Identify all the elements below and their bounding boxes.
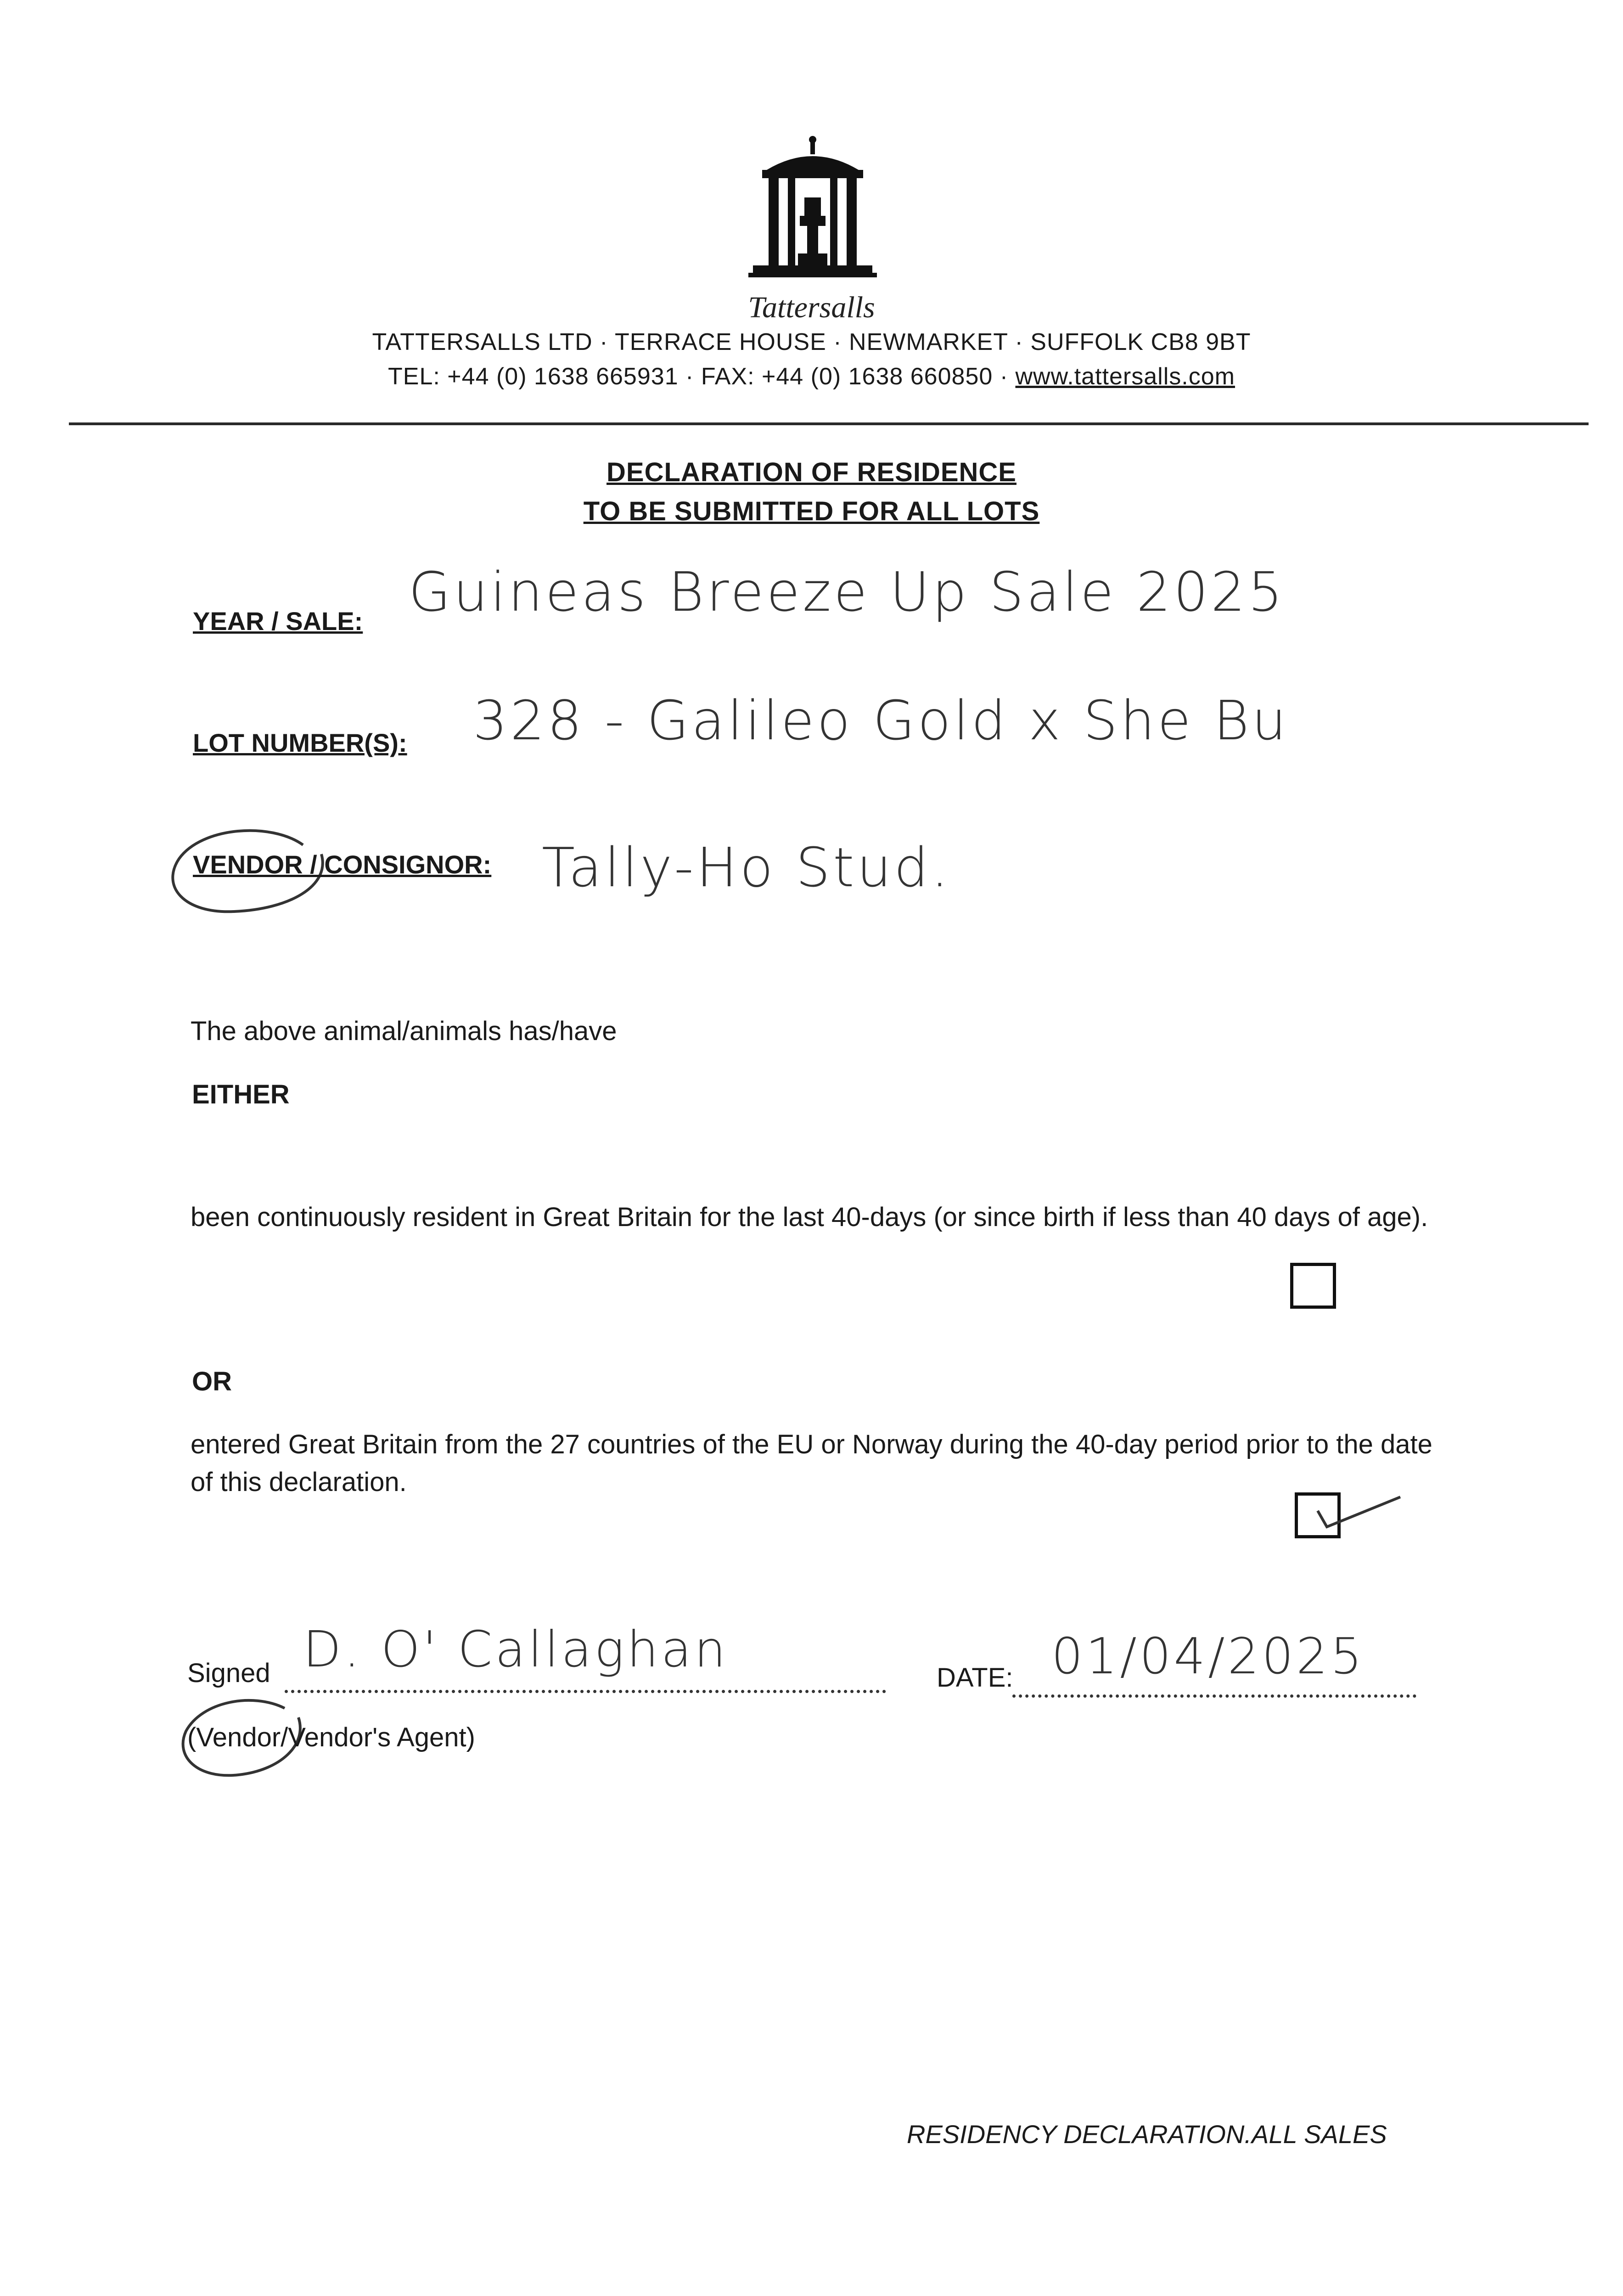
statement-intro: The above animal/animals has/have: [191, 1016, 617, 1046]
form-title-line1: DECLARATION OF RESIDENCE: [607, 457, 1016, 487]
contact-phone-fax: TEL: +44 (0) 1638 665931 · FAX: +44 (0) 1638 660850 ·: [388, 363, 1016, 390]
company-contact: [0, 363, 1623, 390]
checkmark-icon: [1309, 1488, 1410, 1543]
vendor-consignor-value[interactable]: Tally-Ho Stud.: [542, 836, 951, 899]
year-sale-value[interactable]: Guineas Breeze Up Sale 2025: [409, 560, 1286, 624]
vendor-consignor-label: VENDOR / CONSIGNOR:: [193, 850, 492, 879]
signature-value[interactable]: D. O' Callaghan: [303, 1621, 729, 1678]
either-heading: EITHER: [192, 1080, 290, 1109]
option1-checkbox[interactable]: [1290, 1263, 1336, 1309]
option2-text: entered Great Britain from the 27 countries of the EU or Norway during the 40-day period prior to the date of this declaration.: [191, 1429, 1432, 1497]
company-address: TATTERSALLS LTD · TERRACE HOUSE · NEWMARKET · SUFFOLK CB8 9BT: [372, 329, 1251, 355]
form-title-line2: TO BE SUBMITTED FOR ALL LOTS: [583, 496, 1040, 526]
date-value[interactable]: 01/04/2025: [1051, 1628, 1365, 1685]
header-divider: [69, 422, 1589, 425]
signed-label: Signed: [187, 1658, 270, 1688]
year-sale-label: YEAR / SALE:: [193, 607, 363, 636]
brand-name: Tattersalls: [748, 291, 875, 324]
lot-number-label: LOT NUMBER(S):: [193, 728, 407, 757]
footer-form-name: RESIDENCY DECLARATION.ALL SALES: [907, 2120, 1387, 2149]
website-link[interactable]: www.tattersalls.com: [1015, 363, 1235, 390]
date-label: DATE:: [937, 1663, 1013, 1693]
tattersalls-pavilion-logo: [748, 133, 877, 289]
option1-text: been continuously resident in Great Britain for the last 40-days (or since birth if less than 40 days of age).: [191, 1202, 1428, 1232]
signer-role-label: (Vendor/Vendor's Agent): [187, 1722, 475, 1752]
lot-number-value[interactable]: 328 - Galileo Gold x She Bu: [473, 689, 1289, 752]
or-heading: OR: [192, 1367, 232, 1396]
